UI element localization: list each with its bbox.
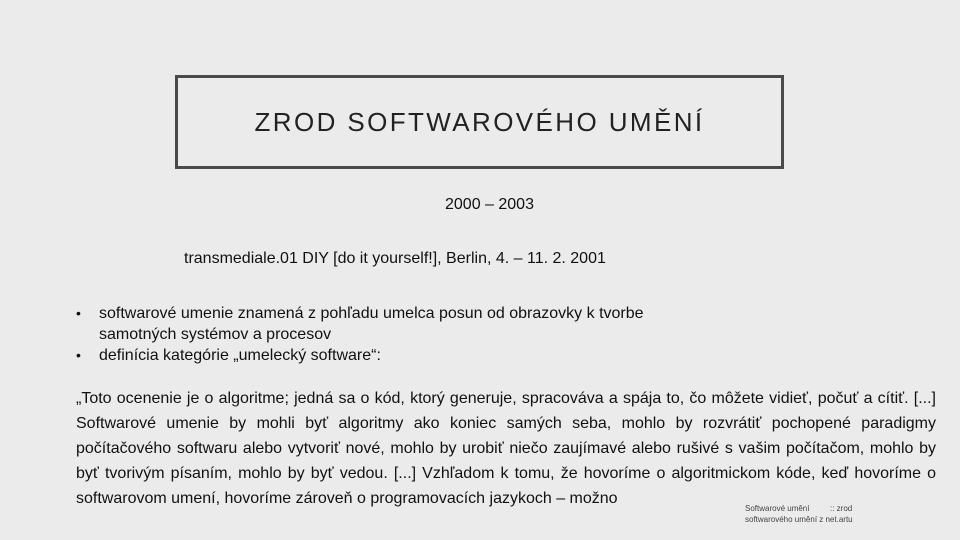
bullet-marker: • xyxy=(76,347,81,363)
bullet-text: definícia kategórie „umelecký software“: xyxy=(99,347,381,364)
slide-title: ZROD SOFTWAROVÉHO UMĚNÍ xyxy=(254,106,705,137)
bullet-list xyxy=(76,303,696,366)
bullet-item xyxy=(76,345,696,366)
footer-bottom-text: softwarového umění z net.artu xyxy=(745,515,853,524)
quote-paragraph: „Toto ocenenie je o algoritme; jedná sa o kód, ktorý generuje, spracováva a spája to, čo môžete vidieť, počuť a cítiť. [...] Softwarové umenie by mohli byť algoritmy ako koniec samých seba, mohlo by rozvrátiť pochopené paradigmy počítačového softwaru alebo vytvoriť nové, mohlo by urobiť niečo zaujímavé alebo rušivé s vašim počítačom, mohlo by byť tvorivým písaním, mohlo by byť vedou. [...] Vzhľadom k tomu, že hovoríme o algoritmickom kóde, keď hovoríme o softwarovom umení, hovoríme zároveň o programovacích jazykoch – možno xyxy=(76,390,936,507)
title-box xyxy=(175,75,784,169)
footer-left-text: Softwarové umění xyxy=(745,504,810,513)
footer-right-text: :: zrod xyxy=(830,504,853,513)
bullet-text: softwarové umenie znamená z pohľadu umelca posun od obrazovky k tvorbe samotných systémov a procesov xyxy=(99,305,644,343)
bullet-marker: • xyxy=(76,305,81,321)
event-text: transmediale.01 DIY [do it yourself!], Berlin, 4. – 11. 2. 2001 xyxy=(184,250,606,267)
bullet-item xyxy=(76,303,696,345)
dates-text: 2000 – 2003 xyxy=(445,196,534,213)
